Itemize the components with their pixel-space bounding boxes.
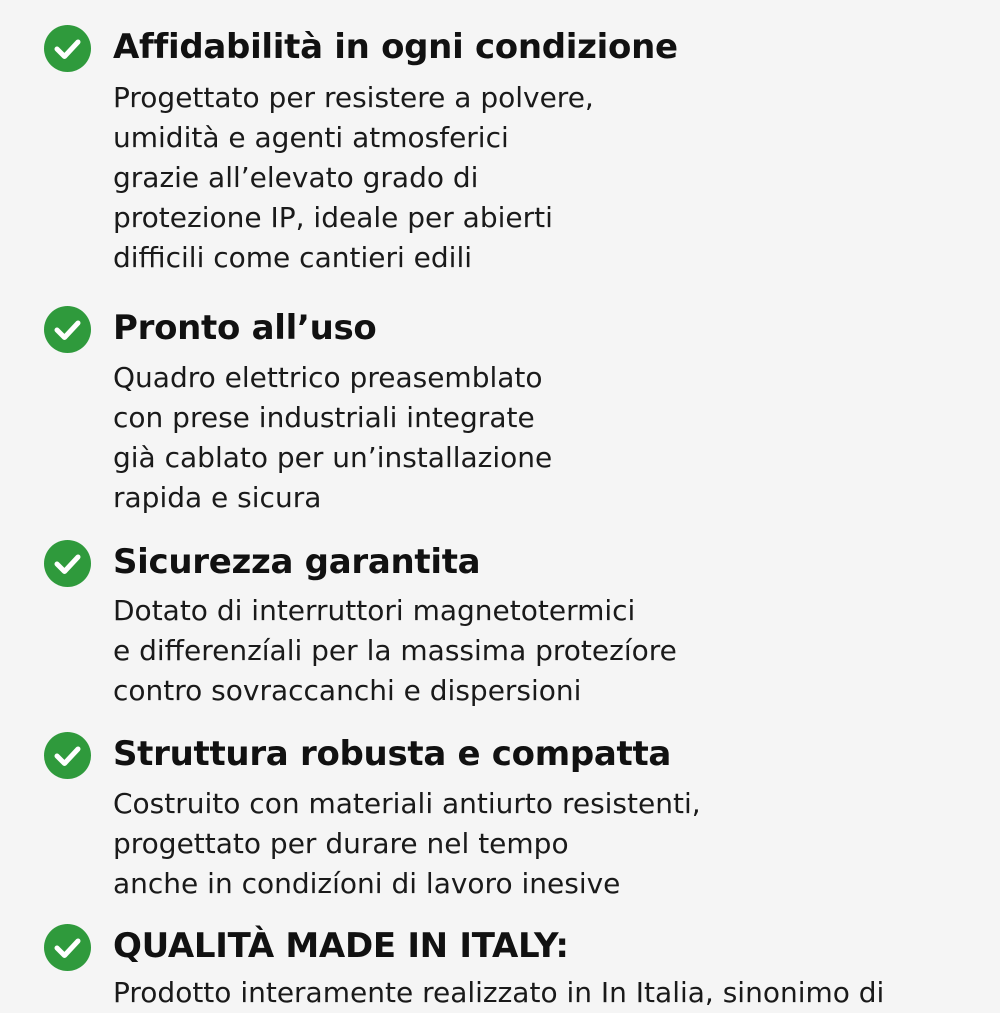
description-line: Dotato di interruttori magnetotermici	[113, 594, 636, 627]
check-circle-icon	[44, 306, 91, 353]
feature-description	[113, 78, 594, 278]
description-line: già cablato per un’installazione	[113, 441, 553, 474]
description-line: e differenzíali per la massima protezíore	[113, 634, 677, 667]
feature-description	[113, 784, 701, 904]
description-line: difficili come cantieri edili	[113, 241, 472, 274]
description-line: anche in condizíoni di lavoro inesive	[113, 867, 621, 900]
description-line: umidità e agenti atmosferici	[113, 121, 509, 154]
description-line: contro sovraccanchi e dispersioni	[113, 674, 582, 707]
description-line: Costruito con materiali antiurto resistenti,	[113, 787, 701, 820]
description-line: Quadro elettrico preasemblato	[113, 361, 543, 394]
description-line: grazie all’elevato grado di	[113, 161, 479, 194]
feature-title: Sicurezza garantita	[113, 542, 481, 582]
description-line: Prodotto interamente realizzato in In Italia, sinonimo di	[113, 976, 885, 1009]
feature-description	[113, 973, 884, 1013]
description-line: Progettato per resistere a polvere,	[113, 81, 594, 114]
feature-description	[113, 358, 552, 518]
description-line: con prese industriali integrate	[113, 401, 535, 434]
check-circle-icon	[44, 924, 91, 971]
check-circle-icon	[44, 25, 91, 72]
feature-title: QUALITÀ MADE IN ITALY:	[113, 926, 569, 966]
feature-description	[113, 591, 677, 711]
feature-title: Affidabilità in ogni condizione	[113, 27, 678, 67]
check-circle-icon	[44, 732, 91, 779]
description-line: rapida e sicura	[113, 481, 322, 514]
check-circle-icon	[44, 540, 91, 587]
feature-title: Struttura robusta e compatta	[113, 734, 672, 774]
description-line: protezione IP, ideale per abierti	[113, 201, 553, 234]
feature-title: Pronto all’uso	[113, 308, 377, 348]
description-line: progettato per durare nel tempo	[113, 827, 569, 860]
